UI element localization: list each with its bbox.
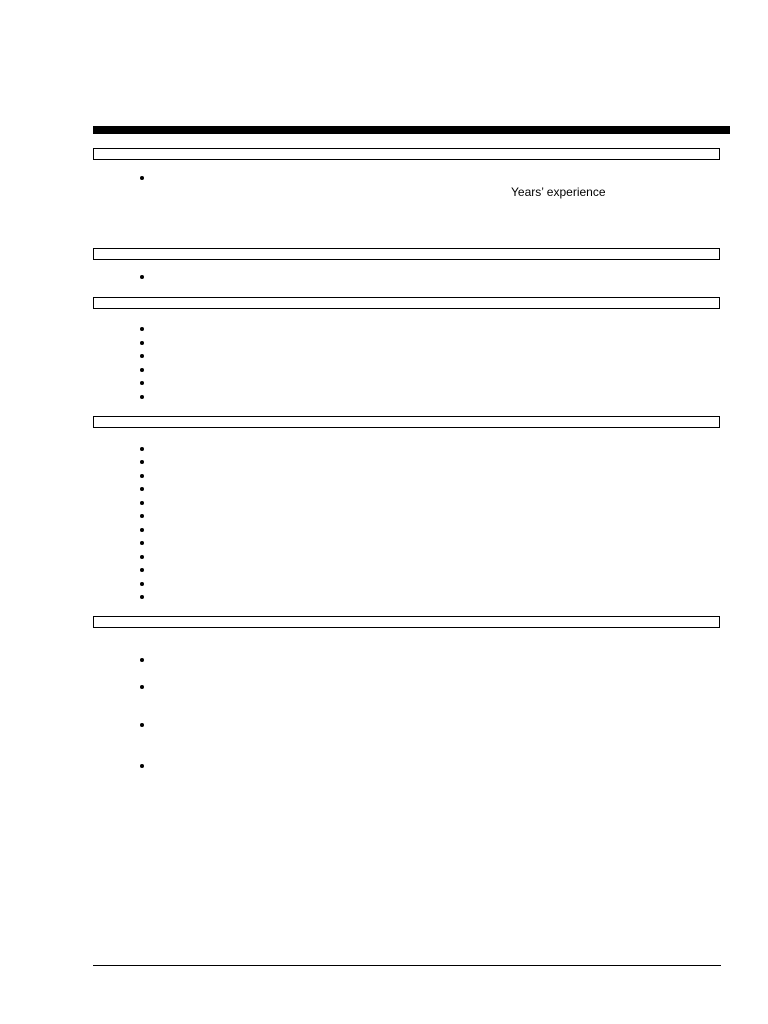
section-header-box-2 xyxy=(93,248,720,260)
list-bullet xyxy=(140,275,144,279)
list-bullet xyxy=(140,474,144,478)
list-bullet xyxy=(140,395,144,399)
list-bullet xyxy=(140,327,144,331)
list-bullet xyxy=(140,368,144,372)
list-bullet xyxy=(140,528,144,532)
list-bullet xyxy=(140,541,144,545)
list-bullet xyxy=(140,381,144,385)
list-bullet xyxy=(140,460,144,464)
list-bullet xyxy=(140,341,144,345)
list-bullet xyxy=(140,354,144,358)
list-bullet xyxy=(140,568,144,572)
list-bullet xyxy=(140,595,144,599)
list-bullet xyxy=(140,764,144,768)
section-header-box-1 xyxy=(93,148,720,160)
list-bullet xyxy=(140,514,144,518)
list-bullet xyxy=(140,487,144,491)
list-bullet xyxy=(140,685,144,689)
list-bullet xyxy=(140,501,144,505)
section-header-box-3 xyxy=(93,297,720,309)
footer-rule xyxy=(93,965,721,966)
list-bullet xyxy=(140,555,144,559)
list-bullet xyxy=(140,723,144,727)
list-bullet xyxy=(140,447,144,451)
section-header-box-4 xyxy=(93,416,720,428)
section-header-box-5 xyxy=(93,616,720,628)
years-experience-label: Years’ experience xyxy=(511,185,606,199)
title-rule xyxy=(93,126,730,134)
list-bullet xyxy=(140,658,144,662)
list-bullet xyxy=(140,582,144,586)
list-bullet xyxy=(140,176,144,180)
